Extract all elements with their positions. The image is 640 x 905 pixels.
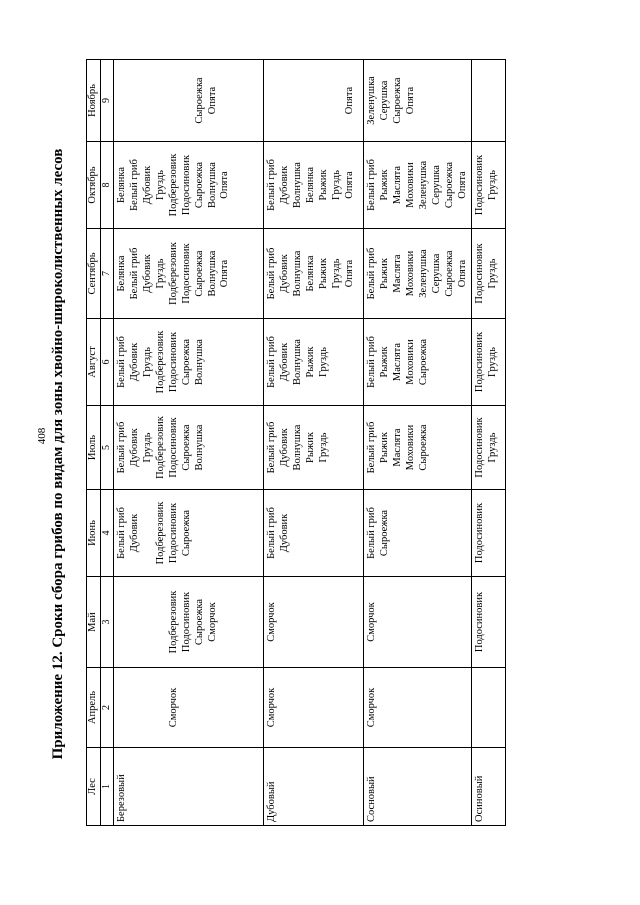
mushroom-name: Дубовик	[129, 342, 141, 382]
mushroom-name: Белый гриб	[266, 159, 278, 211]
mushroom-name: Подосиновик	[474, 154, 486, 216]
mushroom-name: Зеленушка	[366, 76, 378, 125]
column-number: 8	[100, 142, 113, 229]
table-cell	[264, 668, 364, 748]
mushroom-name: Дубовик	[279, 342, 291, 382]
mushroom-name: Рыжик	[317, 258, 329, 289]
mushroom-name: Сыроежка	[193, 250, 205, 297]
mushroom-name: Подосиновик	[474, 331, 486, 393]
mushroom-name: Подберезовик	[155, 501, 167, 565]
table-cell	[114, 490, 264, 577]
mushroom-name: Груздь	[487, 170, 499, 200]
table-cell	[364, 229, 472, 319]
column-number: 7	[100, 229, 113, 319]
mushroom-name: Волнушка	[292, 339, 304, 385]
table-cell	[364, 142, 472, 229]
mushroom-name: Белый гриб	[366, 159, 378, 211]
mushroom-name: Моховики	[404, 162, 416, 208]
mushroom-name: Сыроежка	[194, 77, 206, 124]
mushroom-name: Опята	[219, 259, 231, 288]
mushroom-name: Волнушка	[292, 250, 304, 297]
mushroom-name: Зеленушка	[417, 249, 429, 298]
mushroom-name: Белый гриб	[116, 421, 128, 474]
column-header-july: Июль	[87, 406, 101, 490]
mushroom-name: Подосиновик	[474, 591, 486, 653]
mushroom-name: Подосиновик	[474, 502, 486, 564]
mushroom-name: Серушка	[430, 165, 442, 205]
mushroom-name: Сморчок	[266, 602, 278, 642]
mushroom-name: Волнушка	[292, 162, 304, 208]
mushroom-name: Груздь	[317, 432, 329, 463]
mushroom-name: Белянка	[304, 167, 316, 203]
mushroom-name: Опята	[207, 86, 219, 115]
mushroom-name: Сыроежка	[180, 424, 192, 471]
mushroom-name: Белый гриб	[266, 507, 278, 559]
table-cell	[364, 319, 472, 406]
table-row	[364, 60, 472, 826]
mushroom-name: Груздь	[330, 170, 342, 200]
mushroom-name: Дубовик	[279, 428, 291, 467]
mushroom-name: Рыжик	[379, 432, 391, 463]
page-number: 408	[36, 427, 48, 445]
mushroom-name: Груздь	[317, 347, 329, 377]
column-header-june: Июнь	[87, 490, 101, 577]
column-number: 2	[100, 668, 113, 748]
mushroom-name: Маслята	[392, 428, 404, 467]
mushroom-name: Моховики	[404, 339, 416, 385]
table-cell	[472, 60, 506, 142]
mushroom-name: Подберезовик	[154, 330, 166, 394]
column-header-april: Апрель	[87, 668, 101, 748]
table-cell	[114, 577, 264, 668]
mushroom-name: Рыжик	[304, 432, 316, 463]
mushroom-name: Белый гриб	[266, 247, 278, 300]
mushroom-name: Подосиновик	[167, 417, 179, 478]
mushroom-name: Подберезовик	[167, 153, 179, 217]
mushroom-name: Серушка	[379, 80, 391, 121]
mushroom-name: Груздь	[487, 347, 499, 377]
mushroom-name: Моховики	[404, 250, 416, 297]
column-number: 9	[100, 60, 113, 142]
mushroom-name: Сыроежка	[180, 338, 192, 386]
mushroom-name: Рыжик	[379, 258, 391, 289]
column-header-august: Август	[87, 319, 101, 406]
mushroom-name: Белый гриб	[366, 421, 378, 474]
mushroom-name: Сыроежка	[193, 161, 205, 209]
mushroom-name: Белянка	[304, 255, 316, 292]
forest-type-cell: Осиновый	[472, 748, 506, 826]
table-cell	[264, 142, 364, 229]
mushroom-name: Маслята	[392, 254, 404, 293]
table-cell	[472, 490, 506, 577]
table-row	[472, 60, 506, 826]
mushroom-name: Груздь	[154, 170, 166, 200]
column-number: 5	[100, 406, 113, 490]
mushroom-name: Дубовик	[142, 254, 154, 293]
mushroom-name: Сыроежка	[379, 509, 391, 557]
mushroom-name: Сморчок	[366, 602, 378, 642]
table-cell	[472, 229, 506, 319]
column-number: 4	[100, 490, 113, 577]
table-cell	[264, 577, 364, 668]
mushroom-name: Рыжик	[379, 169, 391, 201]
mushroom-name: Дубовик	[279, 254, 291, 293]
table-row	[114, 60, 264, 826]
mushroom-name: Дубовик	[129, 513, 141, 553]
table-cell	[472, 668, 506, 748]
forest-type-cell: Сосновый	[364, 748, 472, 826]
mushroom-name: Груздь	[330, 258, 342, 289]
table-cell	[472, 142, 506, 229]
table-cell	[364, 577, 472, 668]
mushroom-name: Белянка	[116, 167, 128, 203]
mushroom-name: Подберезовик	[168, 590, 180, 654]
mushroom-name: Маслята	[392, 342, 404, 382]
column-number: 3	[100, 577, 113, 668]
mushroom-name: Белый гриб	[129, 247, 141, 300]
mushroom-name: Дубовик	[279, 513, 291, 553]
table-cell	[364, 668, 472, 748]
mushroom-name: Подосиновик	[180, 154, 192, 216]
mushroom-name: Сыроежка	[417, 424, 429, 471]
mushroom-name: Подосиновик	[167, 331, 179, 393]
column-number: 1	[100, 748, 113, 826]
mushroom-name: Сыроежка	[180, 509, 192, 557]
forest-type-cell: Дубовый	[264, 748, 364, 826]
mushroom-name: Дубовик	[142, 165, 154, 205]
mushroom-name: Подосиновик	[180, 243, 192, 304]
mushroom-name: Опята	[343, 171, 355, 199]
table-cell	[364, 60, 472, 142]
mushroom-name: Подосиновик	[474, 417, 486, 478]
mushroom-name: Белый гриб	[129, 159, 141, 211]
column-number: 6	[100, 319, 113, 406]
harvest-table	[86, 59, 506, 826]
table-body	[114, 60, 506, 826]
table-cell	[472, 406, 506, 490]
column-header-may: Май	[87, 577, 101, 668]
mushroom-name: Белый гриб	[366, 336, 378, 388]
table-cell	[264, 229, 364, 319]
mushroom-name: Груздь	[487, 258, 499, 289]
mushroom-name: Белый гриб	[266, 421, 278, 474]
mushroom-name: Дубовик	[129, 428, 141, 467]
table-cell	[264, 60, 364, 142]
mushroom-name: Белый гриб	[116, 507, 128, 559]
mushroom-name: Опята	[344, 86, 356, 115]
mushroom-name: Моховики	[404, 424, 416, 471]
mushroom-name: Сморчок	[206, 602, 218, 642]
mushroom-name: Груздь	[487, 432, 499, 463]
column-header-forest: Лес	[87, 748, 101, 826]
mushroom-name: Волнушка	[206, 250, 218, 297]
table-cell	[114, 668, 264, 748]
mushroom-name	[142, 491, 155, 575]
column-header-october: Октябрь	[87, 142, 101, 229]
table-cell	[472, 319, 506, 406]
mushroom-name: Опята	[404, 86, 416, 115]
mushroom-name: Волнушка	[193, 424, 205, 471]
mushroom-name: Опята	[219, 171, 231, 199]
mushroom-name: Опята	[456, 171, 468, 199]
table-row	[264, 60, 364, 826]
mushroom-name: Белый гриб	[366, 507, 378, 559]
mushroom-name: Подосиновик	[181, 591, 193, 653]
table-cell	[264, 406, 364, 490]
table-container	[86, 60, 504, 826]
mushroom-name: Волнушка	[292, 424, 304, 471]
table-cell	[114, 406, 264, 490]
mushroom-name: Груздь	[154, 258, 166, 289]
mushroom-name: Серушка	[430, 253, 442, 294]
table-cell	[114, 229, 264, 319]
mushroom-name: Рыжик	[317, 169, 329, 201]
mushroom-name: Опята	[456, 259, 468, 288]
mushroom-name: Дубовик	[279, 165, 291, 205]
mushroom-name: Сыроежка	[443, 161, 455, 209]
mushroom-name: Маслята	[392, 165, 404, 205]
mushroom-name: Сыроежка	[417, 338, 429, 386]
mushroom-name: Сыроежка	[392, 77, 404, 124]
mushroom-name: Белый гриб	[116, 336, 128, 388]
mushroom-name: Белый гриб	[266, 336, 278, 388]
mushroom-name: Сморчок	[366, 687, 378, 728]
mushroom-name: Подберезовик	[154, 416, 166, 479]
mushroom-name: Рыжик	[379, 346, 391, 378]
mushroom-name: Сыроежка	[194, 598, 206, 646]
mushroom-name: Зеленушка	[417, 160, 429, 210]
forest-type-cell: Березовый	[114, 748, 264, 826]
page-title: Приложение 12. Сроки сбора грибов по видам для зоны хвойно-широколиственных лесов	[50, 148, 66, 760]
table-cell	[114, 60, 264, 142]
table-cell	[264, 490, 364, 577]
mushroom-name: Белый гриб	[366, 247, 378, 300]
mushroom-name: Рыжик	[304, 346, 316, 378]
mushroom-name: Сморчок	[168, 687, 180, 728]
column-header-september: Сентябрь	[87, 229, 101, 319]
column-header-november: Ноябрь	[87, 60, 101, 142]
mushroom-name: Груздь	[142, 347, 154, 377]
table-cell	[364, 490, 472, 577]
mushroom-name: Волнушка	[193, 339, 205, 385]
table-cell	[264, 319, 364, 406]
mushroom-name: Подосиновик	[167, 502, 179, 564]
table-cell	[114, 319, 264, 406]
mushroom-name: Белянка	[116, 255, 128, 292]
table-cell	[472, 577, 506, 668]
mushroom-name: Волнушка	[206, 162, 218, 208]
mushroom-name: Сыроежка	[443, 250, 455, 297]
table-cell	[114, 142, 264, 229]
mushroom-name: Опята	[343, 259, 355, 288]
mushroom-name: Подберезовик	[167, 242, 179, 305]
table-cell	[364, 406, 472, 490]
mushroom-name: Груздь	[142, 432, 154, 463]
mushroom-name: Подосиновик	[474, 243, 486, 304]
mushroom-name: Сморчок	[266, 687, 278, 728]
